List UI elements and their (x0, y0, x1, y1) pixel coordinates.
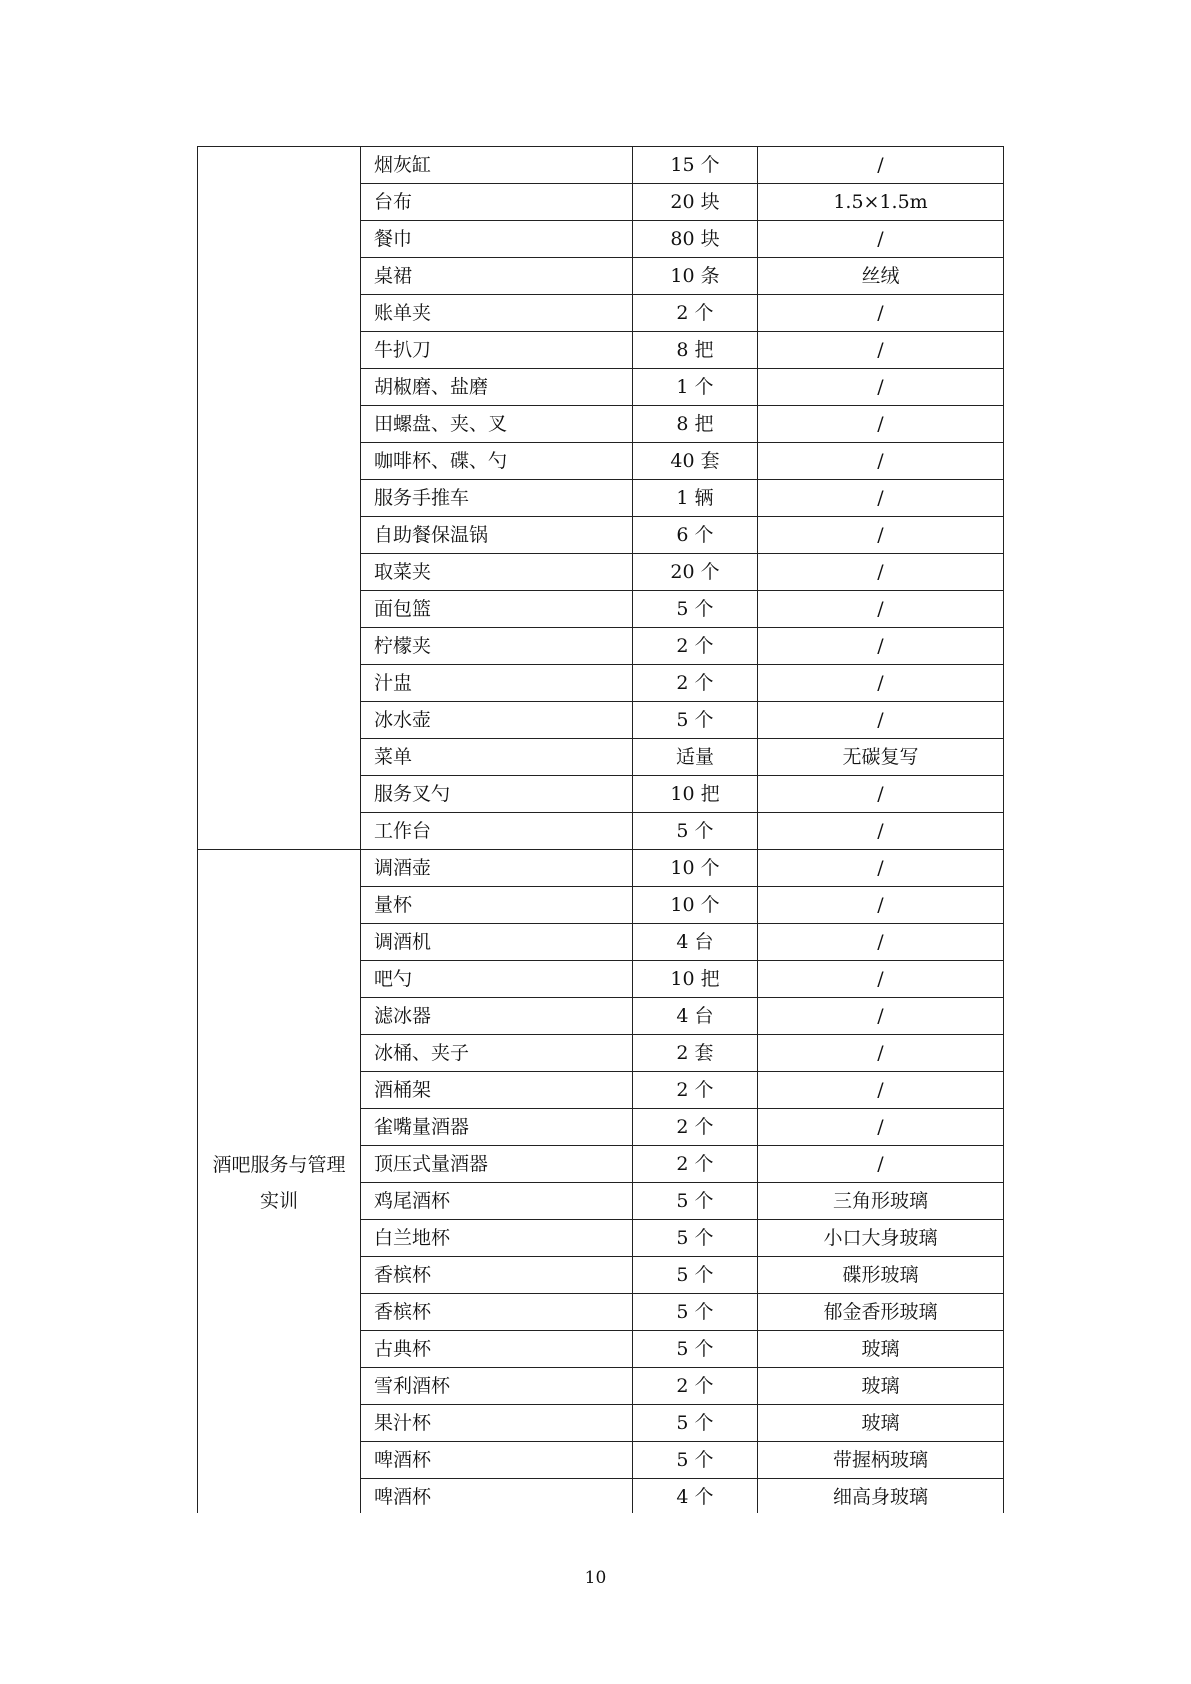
spec-cell: 玻璃 (758, 1331, 1004, 1368)
spec-cell: 碟形玻璃 (758, 1257, 1004, 1294)
item-name-cell: 雀嘴量酒器 (361, 1109, 633, 1146)
item-name-cell: 冰水壶 (361, 702, 633, 739)
spec-cell: / (758, 776, 1004, 813)
spec-cell: / (758, 591, 1004, 628)
item-name-cell: 胡椒磨、盐磨 (361, 369, 633, 406)
spec-cell: / (758, 628, 1004, 665)
table-row (198, 147, 1004, 184)
spec-cell: 细高身玻璃 (758, 1479, 1004, 1516)
spec-cell: 1.5×1.5m (758, 184, 1004, 221)
category-cell (198, 850, 361, 1516)
category-cell (198, 147, 361, 850)
item-name-cell: 台布 (361, 184, 633, 221)
item-name-cell: 面包篮 (361, 591, 633, 628)
category-label: 酒吧服务与管理实训 (212, 1153, 346, 1212)
item-name-cell: 雪利酒杯 (361, 1368, 633, 1405)
quantity-cell: 5 个 (633, 591, 758, 628)
item-name-cell: 顶压式量酒器 (361, 1146, 633, 1183)
spec-cell: / (758, 813, 1004, 850)
quantity-cell: 5 个 (633, 1331, 758, 1368)
spec-cell: / (758, 1109, 1004, 1146)
quantity-cell: 1 个 (633, 369, 758, 406)
spec-cell: 带握柄玻璃 (758, 1442, 1004, 1479)
item-name-cell: 滤冰器 (361, 998, 633, 1035)
spec-cell: / (758, 961, 1004, 998)
spec-cell: / (758, 406, 1004, 443)
quantity-cell: 2 个 (633, 628, 758, 665)
spec-cell: 郁金香形玻璃 (758, 1294, 1004, 1331)
quantity-cell: 2 个 (633, 295, 758, 332)
spec-cell: / (758, 332, 1004, 369)
quantity-cell: 6 个 (633, 517, 758, 554)
item-name-cell: 工作台 (361, 813, 633, 850)
spec-cell: / (758, 924, 1004, 961)
quantity-cell: 2 个 (633, 1109, 758, 1146)
spec-cell: / (758, 1072, 1004, 1109)
quantity-cell: 1 辆 (633, 480, 758, 517)
quantity-cell: 10 条 (633, 258, 758, 295)
spec-cell: / (758, 702, 1004, 739)
item-name-cell: 服务手推车 (361, 480, 633, 517)
spec-cell: / (758, 665, 1004, 702)
quantity-cell: 2 个 (633, 1146, 758, 1183)
item-name-cell: 鸡尾酒杯 (361, 1183, 633, 1220)
item-name-cell: 调酒机 (361, 924, 633, 961)
item-name-cell: 自助餐保温锅 (361, 517, 633, 554)
item-name-cell: 菜单 (361, 739, 633, 776)
spec-cell: / (758, 554, 1004, 591)
quantity-cell: 5 个 (633, 1442, 758, 1479)
item-name-cell: 烟灰缸 (361, 147, 633, 184)
quantity-cell: 80 块 (633, 221, 758, 258)
spec-cell: / (758, 443, 1004, 480)
page-number: 10 (584, 1568, 607, 1588)
spec-cell: / (758, 295, 1004, 332)
quantity-cell: 8 把 (633, 332, 758, 369)
item-name-cell: 咖啡杯、碟、勺 (361, 443, 633, 480)
item-name-cell: 果汁杯 (361, 1405, 633, 1442)
spec-cell: / (758, 221, 1004, 258)
spec-cell: 丝绒 (758, 258, 1004, 295)
quantity-cell: 10 把 (633, 776, 758, 813)
quantity-cell: 15 个 (633, 147, 758, 184)
item-name-cell: 服务叉勺 (361, 776, 633, 813)
quantity-cell: 8 把 (633, 406, 758, 443)
spec-cell: / (758, 369, 1004, 406)
item-name-cell: 香槟杯 (361, 1294, 633, 1331)
spec-cell: / (758, 147, 1004, 184)
quantity-cell: 5 个 (633, 1294, 758, 1331)
item-name-cell: 调酒壶 (361, 850, 633, 887)
table-cutoff (196, 1513, 1006, 1517)
item-name-cell: 啤酒杯 (361, 1479, 633, 1516)
item-name-cell: 古典杯 (361, 1331, 633, 1368)
spec-cell: / (758, 850, 1004, 887)
table-row (198, 850, 1004, 887)
quantity-cell: 20 个 (633, 554, 758, 591)
item-name-cell: 香槟杯 (361, 1257, 633, 1294)
quantity-cell: 2 个 (633, 1072, 758, 1109)
item-name-cell: 餐巾 (361, 221, 633, 258)
spec-cell: / (758, 480, 1004, 517)
item-name-cell: 汁盅 (361, 665, 633, 702)
item-name-cell: 田螺盘、夹、叉 (361, 406, 633, 443)
item-name-cell: 白兰地杯 (361, 1220, 633, 1257)
spec-cell: / (758, 998, 1004, 1035)
item-name-cell: 牛扒刀 (361, 332, 633, 369)
item-name-cell: 柠檬夹 (361, 628, 633, 665)
spec-cell: 三角形玻璃 (758, 1183, 1004, 1220)
quantity-cell: 5 个 (633, 1405, 758, 1442)
quantity-cell: 10 个 (633, 850, 758, 887)
quantity-cell: 2 个 (633, 665, 758, 702)
item-name-cell: 酒桶架 (361, 1072, 633, 1109)
quantity-cell: 10 个 (633, 887, 758, 924)
spec-cell: / (758, 1146, 1004, 1183)
spec-cell: / (758, 517, 1004, 554)
quantity-cell: 40 套 (633, 443, 758, 480)
quantity-cell: 5 个 (633, 1183, 758, 1220)
quantity-cell: 20 块 (633, 184, 758, 221)
item-name-cell: 桌裙 (361, 258, 633, 295)
quantity-cell: 2 套 (633, 1035, 758, 1072)
quantity-cell: 4 台 (633, 924, 758, 961)
quantity-cell: 4 个 (633, 1479, 758, 1516)
item-name-cell: 取菜夹 (361, 554, 633, 591)
quantity-cell: 5 个 (633, 1257, 758, 1294)
quantity-cell: 4 台 (633, 998, 758, 1035)
equipment-table-body (198, 147, 1004, 1516)
equipment-table (197, 146, 1004, 1516)
item-name-cell: 啤酒杯 (361, 1442, 633, 1479)
quantity-cell: 2 个 (633, 1368, 758, 1405)
spec-cell: / (758, 887, 1004, 924)
item-name-cell: 吧勺 (361, 961, 633, 998)
spec-cell: 小口大身玻璃 (758, 1220, 1004, 1257)
quantity-cell: 5 个 (633, 702, 758, 739)
spec-cell: 玻璃 (758, 1405, 1004, 1442)
quantity-cell: 5 个 (633, 813, 758, 850)
spec-cell: 无碳复写 (758, 739, 1004, 776)
quantity-cell: 10 把 (633, 961, 758, 998)
quantity-cell: 适量 (633, 739, 758, 776)
item-name-cell: 量杯 (361, 887, 633, 924)
spec-cell: / (758, 1035, 1004, 1072)
spec-cell: 玻璃 (758, 1368, 1004, 1405)
item-name-cell: 账单夹 (361, 295, 633, 332)
quantity-cell: 5 个 (633, 1220, 758, 1257)
item-name-cell: 冰桶、夹子 (361, 1035, 633, 1072)
